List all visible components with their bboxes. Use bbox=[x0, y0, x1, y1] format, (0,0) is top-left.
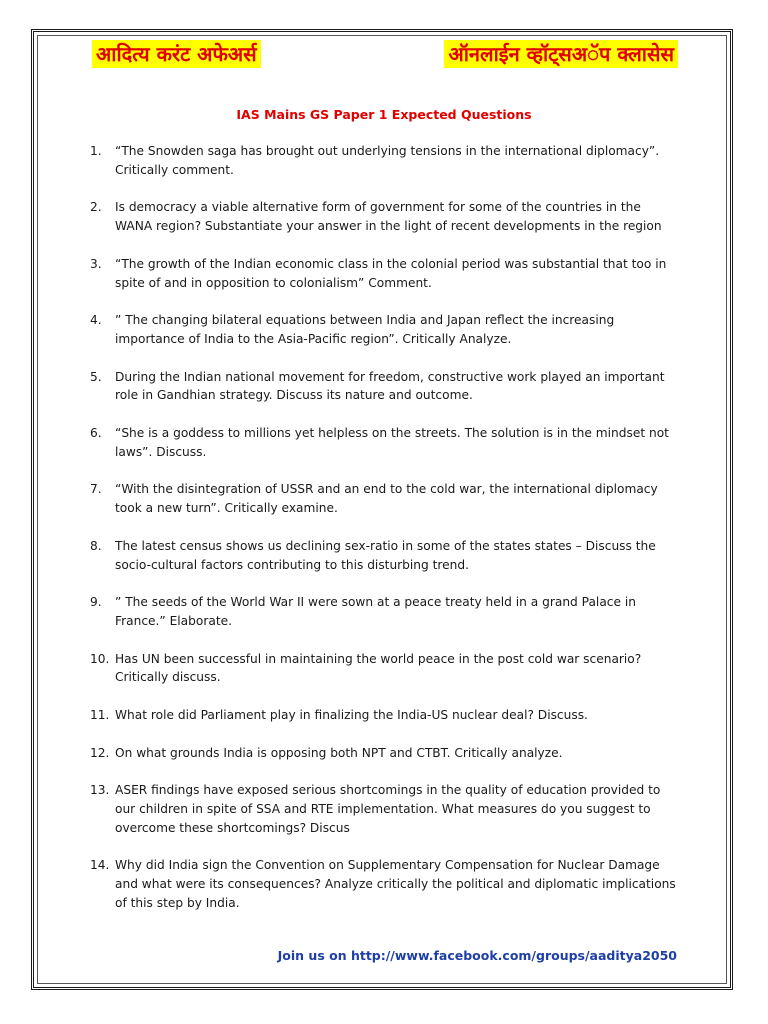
question-text: “The growth of the Indian economic class in the colonial period was substantial that too in spite of and in opposition to colonialism” Comment. bbox=[115, 256, 667, 290]
question-number: 3. bbox=[90, 256, 102, 271]
question-text: Why did India sign the Convention on Supplementary Compensation for Nuclear Damage and what were its consequences? Analyze critically the political and diplomatic implications of this step by India. bbox=[115, 858, 676, 910]
question-item bbox=[90, 650, 680, 688]
header-left-banner: आदित्य करंट अफेअर्स bbox=[92, 40, 261, 68]
question-text: What role did Parliament play in finalizing the India-US nuclear deal? Discuss. bbox=[115, 707, 588, 722]
question-number: 4. bbox=[90, 313, 102, 328]
question-item bbox=[90, 142, 680, 180]
question-text: “She is a goddess to millions yet helpless on the streets. The solution is in the mindset not laws”. Discuss. bbox=[115, 425, 669, 459]
question-text: On what grounds India is opposing both NPT and CTBT. Critically analyze. bbox=[115, 745, 563, 760]
question-number: 8. bbox=[90, 538, 102, 553]
question-item bbox=[90, 856, 680, 912]
question-item bbox=[90, 255, 680, 293]
question-text: The latest census shows us declining sex-ratio in some of the states states – Discuss the socio-cultural factors contributing to this disturbing trend. bbox=[115, 538, 656, 572]
question-item bbox=[90, 781, 680, 837]
question-number: 9. bbox=[90, 595, 102, 610]
question-number: 1. bbox=[90, 144, 102, 158]
question-text: “The Snowden saga has brought out underlying tensions in the international diplomacy”. Critically comment. bbox=[115, 144, 660, 177]
question-item bbox=[90, 424, 680, 462]
question-list bbox=[90, 142, 680, 931]
question-number: 7. bbox=[90, 482, 102, 497]
page-header bbox=[92, 40, 678, 72]
question-number: 11. bbox=[90, 707, 110, 722]
question-item bbox=[90, 706, 680, 725]
question-text: During the Indian national movement for freedom, constructive work played an important role in Gandhian strategy. Discuss its nature and outcome. bbox=[115, 369, 665, 403]
question-number: 12. bbox=[90, 745, 110, 760]
question-text: ” The seeds of the World War II were sown at a peace treaty held in a grand Palace in France.” Elaborate. bbox=[115, 595, 636, 628]
question-item bbox=[90, 537, 680, 575]
question-text: “With the disintegration of USSR and an end to the cold war, the international diplomacy took a new turn”. Critically examine. bbox=[115, 482, 658, 516]
question-text: ” The changing bilateral equations between India and Japan reflect the increasing importance of India to the Asia-Pacific region”. Critically Analyze. bbox=[115, 313, 615, 346]
question-number: 6. bbox=[90, 425, 102, 440]
question-number: 10. bbox=[90, 651, 110, 666]
question-item bbox=[90, 311, 680, 349]
header-right-banner: ऑनलाईन व्हॉट्सअॅप क्लासेस bbox=[444, 40, 678, 68]
question-item bbox=[90, 593, 680, 631]
question-text: ASER findings have exposed serious shortcomings in the quality of education provided to our children in spite of SSA and RTE implementation. What measures do you suggest to overcome these shortcomings? Discus bbox=[115, 783, 661, 835]
question-number: 13. bbox=[90, 783, 110, 798]
question-text: Has UN been successful in maintaining the world peace in the post cold war scenario? Critically discuss. bbox=[115, 651, 642, 685]
question-text: Is democracy a viable alternative form of government for some of the countries in the WANA region? Substantiate your answer in the light of recent developments in the region bbox=[115, 200, 662, 234]
question-number: 5. bbox=[90, 369, 102, 384]
question-item bbox=[90, 198, 680, 236]
question-number: 14. bbox=[90, 858, 110, 873]
document-title: IAS Mains GS Paper 1 Expected Questions bbox=[236, 107, 532, 122]
footer-link[interactable]: Join us on http://www.facebook.com/groups/aaditya2050 bbox=[277, 948, 677, 963]
question-item bbox=[90, 744, 680, 763]
question-number: 2. bbox=[90, 200, 102, 215]
question-item bbox=[90, 480, 680, 518]
question-item bbox=[90, 368, 680, 406]
